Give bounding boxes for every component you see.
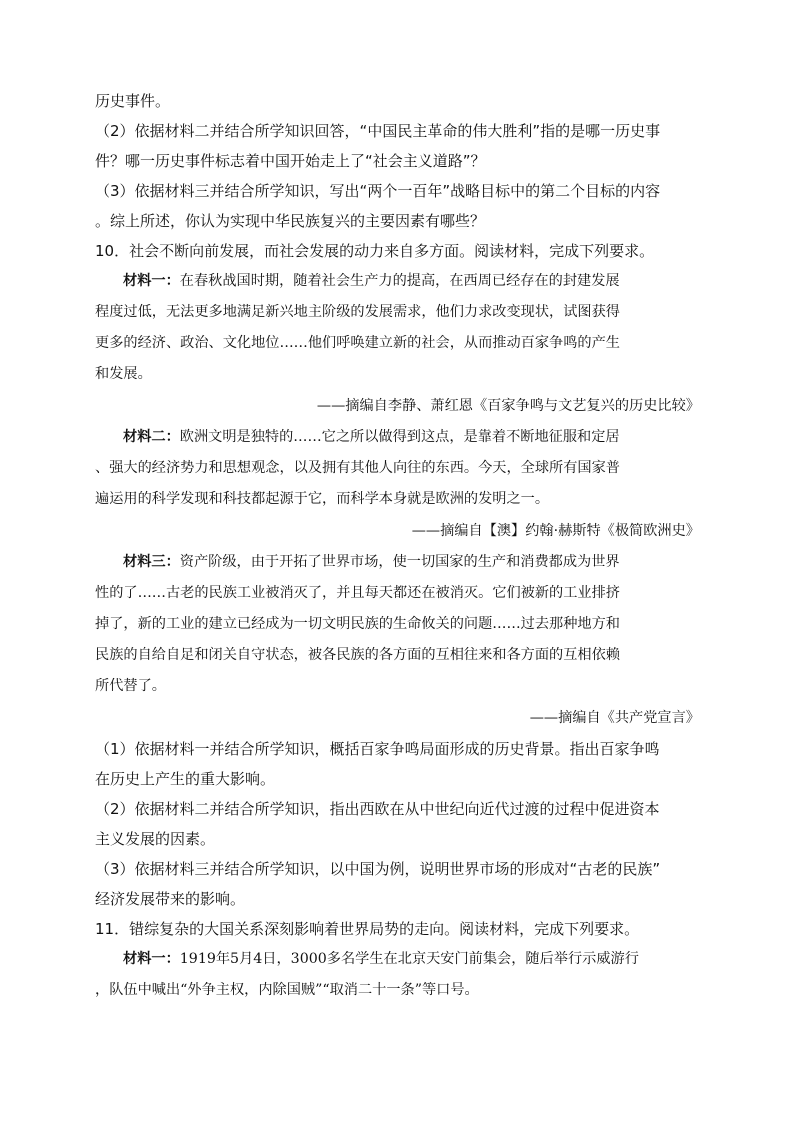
q10-material3-line2: 性的了……古老的民族工业被消灭了，并且每天都还在被消灭。它们被新的工业排挤 (95, 585, 620, 601)
q10-stem: 10．社会不断向前发展，而社会发展的动力来自多方面。阅读材料，完成下列要求。 (95, 242, 655, 260)
q10-material2-line1: 材料二：欧洲文明是独特的……它之所以做得到这点，是靠着不断地征服和定居 (123, 429, 620, 445)
q9-sub2-line2: 件？哪一历史事件标志着中国开始走上了“社会主义道路”？ (95, 152, 486, 170)
q10-material1-line1: 材料一：在春秋战国时期，随着社会生产力的提高，在西周已经存在的封建发展 (123, 273, 620, 289)
q10-sub1-line2: 在历史上产生的重大影响。 (95, 770, 276, 788)
q10-material2-line3: 遍运用的科学发现和科技都起源于它，而科学本身就是欧洲的发明之一。 (95, 491, 550, 507)
q10-material2-source: ——摘编自【澳】约翰·赫斯特《极简欧洲史》 (411, 523, 700, 539)
material-label: 材料二： (123, 429, 180, 445)
q10-sub2-line1: （2）依据材料二并结合所学知识，指出西欧在从中世纪向近代过渡的过程中促进资本 (95, 800, 660, 818)
q11-material1-line2: ，队伍中喊出“外争主权，内除国贼”“取消二十一条”等口号。 (95, 982, 479, 998)
q10-material1-line2: 程度过低，无法更多地满足新兴地主阶级的发展需求，他们力求改变现状，试图获得 (95, 304, 620, 320)
q10-material1-source: ——摘编自李静、萧红恩《百家争鸣与文艺复兴的历史比较》 (316, 398, 700, 414)
q10-sub3-line1: （3）依据材料三并结合所学知识，以中国为例，说明世界市场的形成对“古老的民族” (95, 860, 661, 878)
q9-sub2-line1: （2）依据材料二并结合所学知识回答，“中国民主革命的伟大胜利”指的是哪一历史事 (95, 122, 661, 140)
q10-material1-line4: 和发展。 (95, 366, 152, 382)
material-label: 材料三： (123, 554, 180, 570)
q10-sub1-line1: （1）依据材料一并结合所学知识，概括百家争鸣局面形成的历史背景。指出百家争鸣 (95, 740, 660, 758)
q10-material3-line1: 材料三：资产阶级，由于开拓了世界市场，使一切国家的生产和消费都成为世界 (123, 554, 620, 570)
q9-sub3-line2: 。综上所述，你认为实现中华民族复兴的主要因素有哪些？ (95, 212, 486, 230)
q9-tail: 历史事件。 (95, 92, 171, 110)
material-label: 材料一： (123, 273, 180, 289)
q9-sub3-line1: （3）依据材料三并结合所学知识，写出“两个一百年”战略目标中的第二个目标的内容 (95, 182, 661, 200)
q10-material3-line5: 所代替了。 (95, 678, 166, 694)
q10-material1-line3: 更多的经济、政治、文化地位……他们呼唤建立新的社会，从而推动百家争鸣的产生 (95, 335, 620, 351)
material-label: 材料一： (123, 951, 180, 967)
q11-material1-line1: 材料一：1919年5月4日，3000多名学生在北京天安门前集会，随后举行示威游行 (123, 951, 639, 967)
q11-stem: 11．错综复杂的大国关系深刻影响着世界局势的走向。阅读材料，完成下列要求。 (95, 920, 640, 938)
q10-sub2-line2: 主义发展的因素。 (95, 830, 216, 848)
q10-material3-line4: 民族的自给自足和闭关自守状态，被各民族的各方面的互相往来和各方面的互相依赖 (95, 647, 620, 663)
q10-material3-source: ——摘编自《共产党宣言》 (529, 710, 700, 726)
q10-material3-line3: 掉了，新的工业的建立已经成为一切文明民族的生命攸关的问题……过去那种地方和 (95, 616, 620, 632)
document-page (95, 86, 700, 1006)
q10-sub3-line2: 经济发展带来的影响。 (95, 890, 246, 908)
q10-material2-line2: 、强大的经济势力和思想观念，以及拥有其他人向往的东西。今天，全球所有国家普 (95, 460, 620, 476)
